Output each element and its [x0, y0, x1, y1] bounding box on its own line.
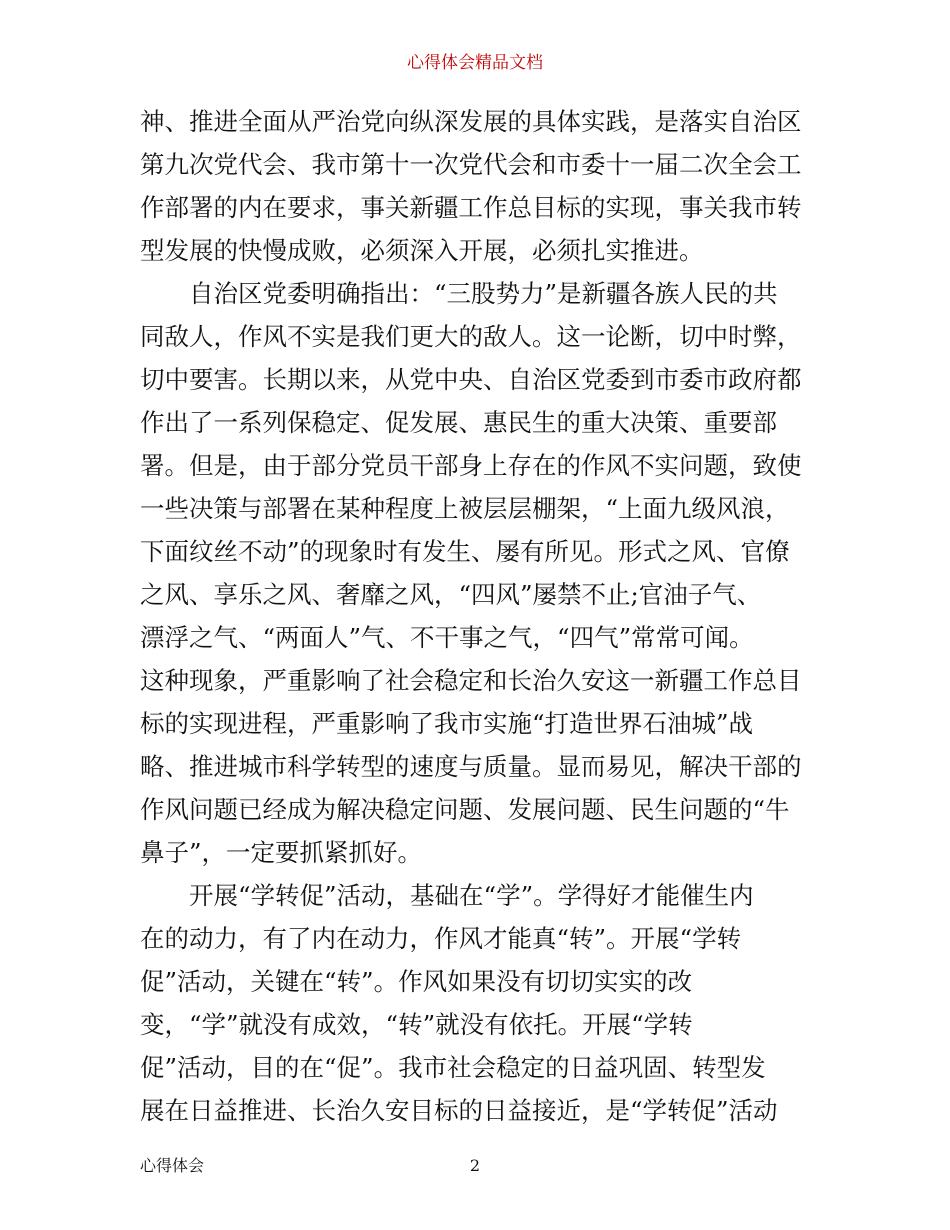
text-line: 切中要害。长期以来，从党中央、自治区党委到市委市政府都	[140, 365, 802, 394]
text-line: 漂浮之气、“两面人”气、不干事之气，“四气”常常可闻。	[140, 623, 754, 652]
paragraph-first-line: 开展“学转促”活动，基础在“学”。学得好才能催生内	[189, 881, 754, 910]
page-header-title: 心得体会精品文档	[407, 53, 543, 73]
text-line: 变，“学”就没有成效，“转”就没有依托。开展“学转	[140, 1010, 693, 1039]
text-line: 作部署的内在要求，事关新疆工作总目标的实现，事关我市转	[140, 193, 802, 222]
text-line: 在的动力，有了内在动力，作风才能真“转”。开展“学转	[140, 924, 742, 953]
paragraph-first-line: 自治区党委明确指出：“三股势力”是新疆各族人民的共	[189, 279, 778, 308]
text-line: 促”活动，关键在“转”。作风如果没有切切实实的改	[140, 967, 693, 996]
text-line: 第九次党代会、我市第十一次党代会和市委十一届二次全会工	[140, 150, 802, 179]
text-line: 展在日益推进、长治久安目标的日益接近，是“学转促”活动	[140, 1096, 778, 1125]
text-line: 这种现象，严重影响了社会稳定和长治久安这一新疆工作总目	[140, 666, 802, 695]
footer-label: 心得体会	[140, 1156, 205, 1175]
text-line: 神、推进全面从严治党向纵深发展的具体实践，是落实自治区	[140, 107, 802, 136]
text-line: 署。但是，由于部分党员干部身上存在的作风不实问题，致使	[140, 451, 802, 480]
text-line: 促”活动，目的在“促”。我市社会稳定的日益巩固、转型发	[140, 1053, 766, 1082]
body-text	[140, 100, 816, 1132]
text-line: 鼻子”，一定要抓紧抓好。	[140, 838, 423, 867]
text-line: 标的实现进程，严重影响了我市实施“打造世界石油城”战	[140, 709, 754, 738]
text-line: 之风、享乐之风、奢靡之风，“四风”屡禁不止;官油子气、	[140, 580, 762, 609]
text-line: 一些决策与部署在某种程度上被层层棚架，“上面九级风浪，	[140, 494, 790, 523]
text-line: 同敌人，作风不实是我们更大的敌人。这一论断，切中时弊，	[140, 322, 802, 351]
text-line: 下面纹丝不动”的现象时有发生、屡有所见。形式之风、官僚	[140, 537, 790, 566]
page-number: 2	[469, 1156, 481, 1175]
text-line: 作风问题已经成为解决稳定问题、发展问题、民生问题的“牛	[140, 795, 790, 824]
text-line: 作出了一系列保稳定、促发展、惠民生的重大决策、重要部	[140, 408, 777, 437]
text-line: 型发展的快慢成败，必须深入开展，必须扎实推进。	[140, 236, 704, 265]
text-line: 略、推进城市科学转型的速度与质量。显而易见，解决干部的	[140, 752, 802, 781]
